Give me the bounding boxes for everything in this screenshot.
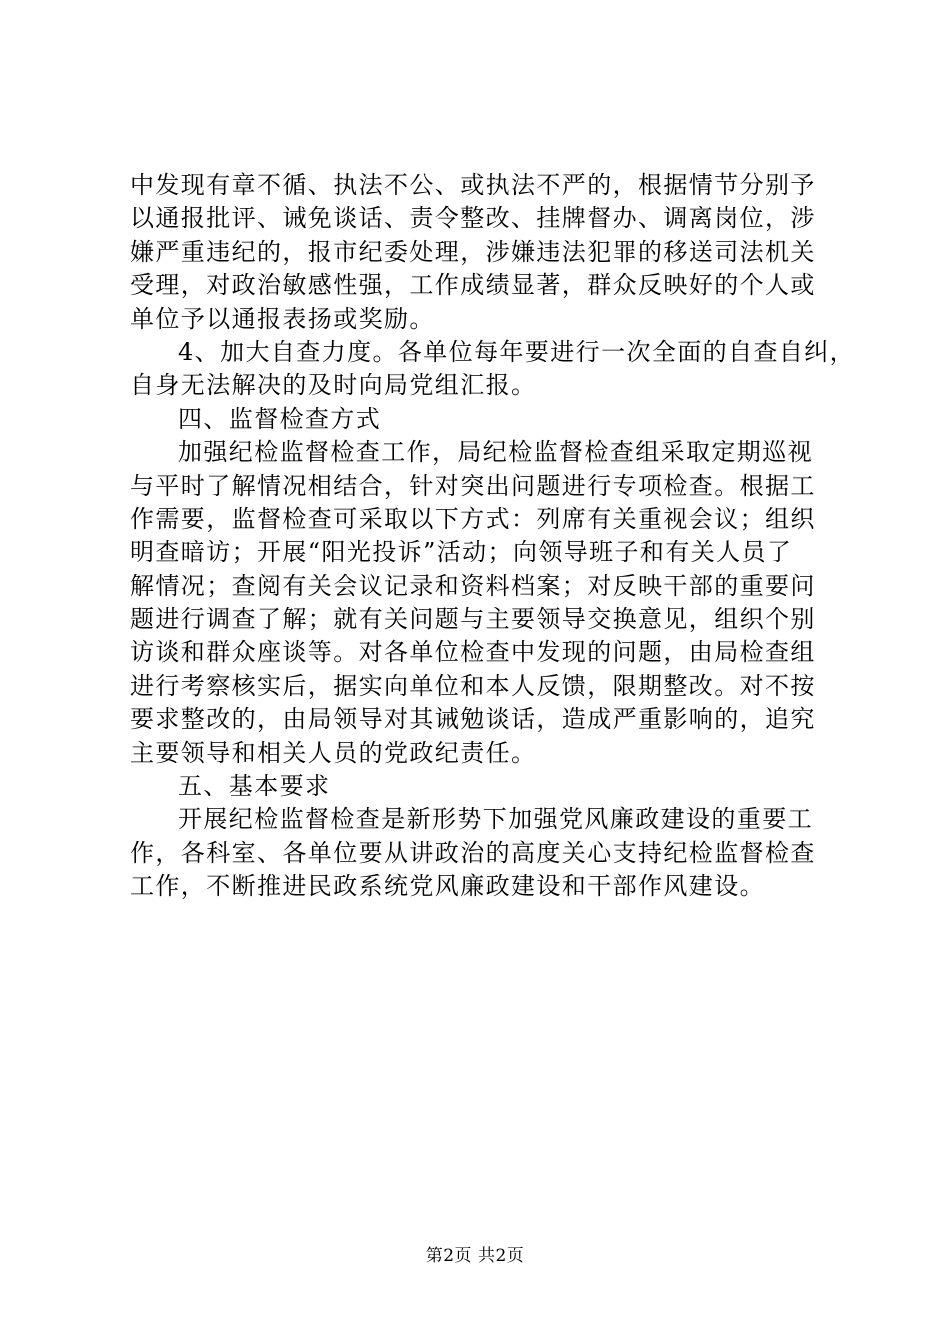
text-line: 要求整改的，由局领导对其诫勉谈话，造成严重影响的，追究 [130, 705, 816, 734]
text-line: 主要领导和相关人员的党政纪责任。 [130, 738, 537, 767]
text-line: 明查暗访；开展“阳光投诉”活动；向领导班子和有关人员了 [130, 538, 793, 567]
section-heading-5 [130, 770, 850, 803]
text-line: 单位予以通报表扬或奖励。 [130, 304, 435, 333]
text-line: 自身无法解决的及时向局党组汇报。 [130, 371, 537, 400]
text-line: 与平时了解情况相结合，针对突出问题进行专项检查。根据工 [130, 471, 816, 500]
text-line: 解情况；查阅有关会议记录和资料档案；对反映干部的重要问 [130, 571, 816, 600]
heading-text: 五、基本要求 [178, 772, 331, 801]
text-line: 访谈和群众座谈等。对各单位检查中发现的问题，由局检查组 [130, 638, 816, 667]
text-line: 作，各科室、各单位要从讲政治的高度关心支持纪检监督检查 [130, 838, 816, 867]
section-heading-4 [130, 403, 850, 436]
paragraph-continued [130, 169, 850, 336]
text-line: 以通报批评、诫免谈话、责令整改、挂牌督办、调离岗位，涉 [130, 204, 816, 233]
text-line: 4、加大自查力度。各单位每年要进行一次全面的自查自纠， [178, 337, 856, 366]
text-line: 加强纪检监督检查工作，局纪检监督检查组采取定期巡视 [178, 438, 813, 467]
paragraph-item-4 [130, 336, 856, 403]
text-line: 嫌严重违纪的，报市纪委处理，涉嫌违法犯罪的移送司法机关 [130, 237, 816, 266]
text-line: 题进行调查了解；就有关问题与主要领导交换意见，组织个别 [130, 605, 816, 634]
text-line: 工作，不断推进民政系统党风廉政建设和干部作风建设。 [130, 872, 765, 901]
text-line: 开展纪检监督检查是新形势下加强党风廉政建设的重要工 [178, 805, 813, 834]
page-footer [0, 1241, 950, 1266]
document-body [130, 169, 856, 904]
heading-text: 四、监督检查方式 [178, 404, 382, 433]
text-line: 作需要，监督检查可采取以下方式：列席有关重视会议；组织 [130, 504, 816, 533]
text-line: 受理，对政治敏感性强，工作成绩显著，群众反映好的个人或 [130, 271, 816, 300]
page-number-label: 第2页 共2页 [425, 1246, 525, 1266]
paragraph-supervision-methods [130, 436, 850, 770]
text-line: 进行考察核实后，据实向单位和本人反馈，限期整改。对不按 [130, 671, 816, 700]
paragraph-basic-requirements [130, 803, 850, 903]
text-line: 中发现有章不循、执法不公、或执法不严的，根据情节分别予 [130, 171, 816, 199]
